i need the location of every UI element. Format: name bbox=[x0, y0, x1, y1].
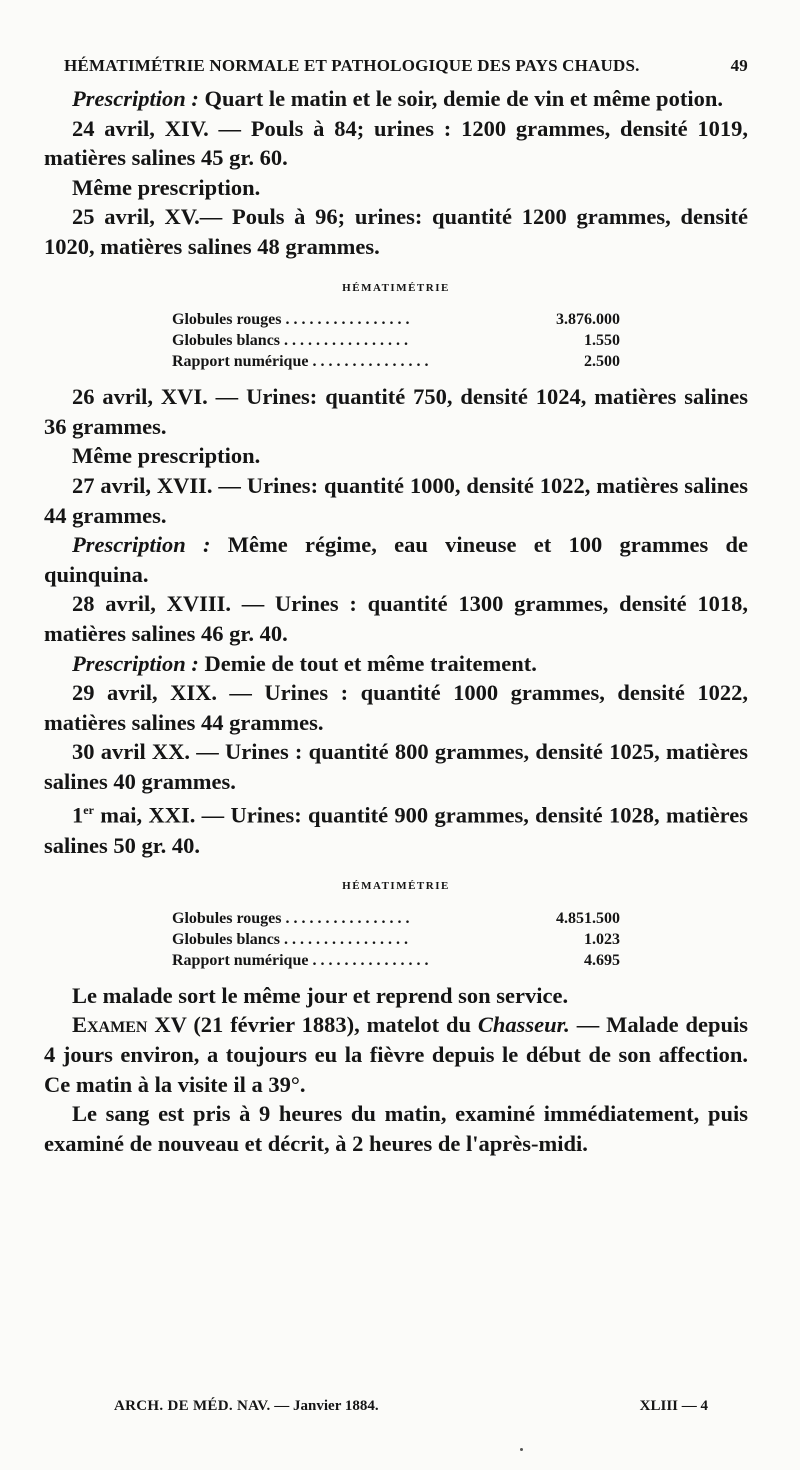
paragraph: Le sang est pris à 9 heures du matin, examiné immédiatement, puis examiné de nouveau et décrit, à 2 heures de l'après-midi. bbox=[44, 1101, 748, 1156]
paragraph-text: mai, XXI. — Urines: quantité 900 grammes, densité 1028, matières salines 50 gr. 40. bbox=[44, 802, 748, 858]
row-label: Rapport numérique . . . . . . . . . . . . . . . bbox=[172, 951, 429, 969]
paragraph: 26 avril, XVI. — Urines: quantité 750, densité 1024, matières salines 36 grammes. bbox=[44, 384, 748, 439]
paragraph-text: Même régime, eau vineuse et 100 grammes de quinquina. bbox=[44, 532, 748, 587]
paragraph: 24 avril, XIV. — Pouls à 84; urines : 1200 grammes, densité 1019, matières salines 45 gr. 60. bbox=[44, 115, 748, 171]
hematimetry-table bbox=[172, 309, 620, 372]
day-number: 1 bbox=[72, 802, 84, 828]
paragraph bbox=[44, 796, 748, 860]
paragraph: 29 avril, XIX. — Urines : quantité 1000 grammes, densité 1022, matières salines 44 grammes. bbox=[44, 680, 748, 735]
running-title: HÉMATIMÉTRIE NORMALE ET PATHOLOGIQUE DES PAYS CHAUDS. bbox=[64, 56, 640, 75]
paragraph-text: XV (21 février 1883), matelot du bbox=[147, 1012, 478, 1038]
row-label: Globules blancs . . . . . . . . . . . . . . . . bbox=[172, 930, 409, 948]
row-label: Globules rouges . . . . . . . . . . . . . . . . bbox=[172, 909, 410, 927]
issue-date: — Janvier 1884. bbox=[274, 1398, 379, 1414]
paragraph bbox=[44, 1010, 748, 1099]
row-value: 4.851.500 bbox=[556, 909, 620, 927]
paragraph: Même prescription. bbox=[72, 174, 261, 200]
row-value: 1.550 bbox=[584, 332, 620, 350]
row-label: Rapport numérique . . . . . . . . . . . . . . . bbox=[172, 353, 429, 371]
paragraph-text: — Malade depuis 4 jours environ, a toujours eu la fièvre depuis le début de son affection. Ce matin à la visite il a 39°. bbox=[44, 1012, 748, 1097]
prescription-label: Prescription : bbox=[72, 86, 199, 111]
paragraph bbox=[44, 649, 748, 679]
paragraph bbox=[44, 84, 748, 114]
table-row bbox=[172, 330, 620, 351]
print-speck bbox=[520, 1448, 523, 1451]
document-page bbox=[44, 56, 748, 1158]
paragraph: Même prescription. bbox=[72, 443, 261, 469]
journal-name: ARCH. DE MÉD. NAV. bbox=[114, 1398, 271, 1414]
row-value: 2.500 bbox=[584, 353, 620, 371]
prescription-label: Prescription : bbox=[72, 650, 199, 676]
table-row bbox=[172, 950, 620, 971]
ordinal-superscript: er bbox=[83, 803, 94, 818]
row-value: 4.695 bbox=[584, 951, 620, 969]
hematimetry-table bbox=[172, 908, 620, 971]
table-row bbox=[172, 351, 620, 372]
table-row bbox=[172, 309, 620, 330]
paragraph: Le malade sort le même jour et reprend son service. bbox=[72, 982, 569, 1008]
paragraph: 25 avril, XV.— Pouls à 96; urines: quantité 1200 grammes, densité 1020, matières salines 48 grammes. bbox=[44, 204, 748, 259]
paragraph bbox=[44, 530, 748, 589]
table-title: HÉMATIMÉTRIE bbox=[342, 880, 450, 893]
page-footer bbox=[114, 1398, 708, 1415]
running-header bbox=[44, 56, 748, 84]
body-text bbox=[44, 84, 748, 1158]
table-title: HÉMATIMÉTRIE bbox=[342, 281, 450, 294]
page-number: 49 bbox=[730, 56, 748, 75]
table-row bbox=[172, 929, 620, 950]
paragraph-text: Demie de tout et même traitement. bbox=[198, 650, 537, 676]
paragraph: 30 avril XX. — Urines : quantité 800 grammes, densité 1025, matières salines 40 grammes. bbox=[44, 739, 748, 794]
row-value: 1.023 bbox=[584, 930, 620, 948]
prescription-label: Prescription : bbox=[72, 532, 211, 558]
row-label: Globules rouges . . . . . . . . . . . . . . . . bbox=[172, 311, 410, 329]
paragraph: 27 avril, XVII. — Urines: quantité 1000, densité 1022, matières salines 44 grammes. bbox=[44, 472, 748, 528]
ship-name: Chasseur. bbox=[477, 1012, 570, 1038]
table-row bbox=[172, 908, 620, 929]
volume-signature: XLIII — 4 bbox=[639, 1398, 708, 1414]
paragraph: 28 avril, XVIII. — Urines : quantité 1300 grammes, densité 1018, matières salines 46 gr. 40. bbox=[44, 591, 748, 646]
paragraph-text: Quart le matin et le soir, demie de vin et même potion. bbox=[198, 86, 723, 111]
examen-label: Examen bbox=[72, 1012, 148, 1038]
row-label: Globules blancs . . . . . . . . . . . . . . . . bbox=[172, 332, 409, 350]
row-value: 3.876.000 bbox=[556, 311, 620, 329]
